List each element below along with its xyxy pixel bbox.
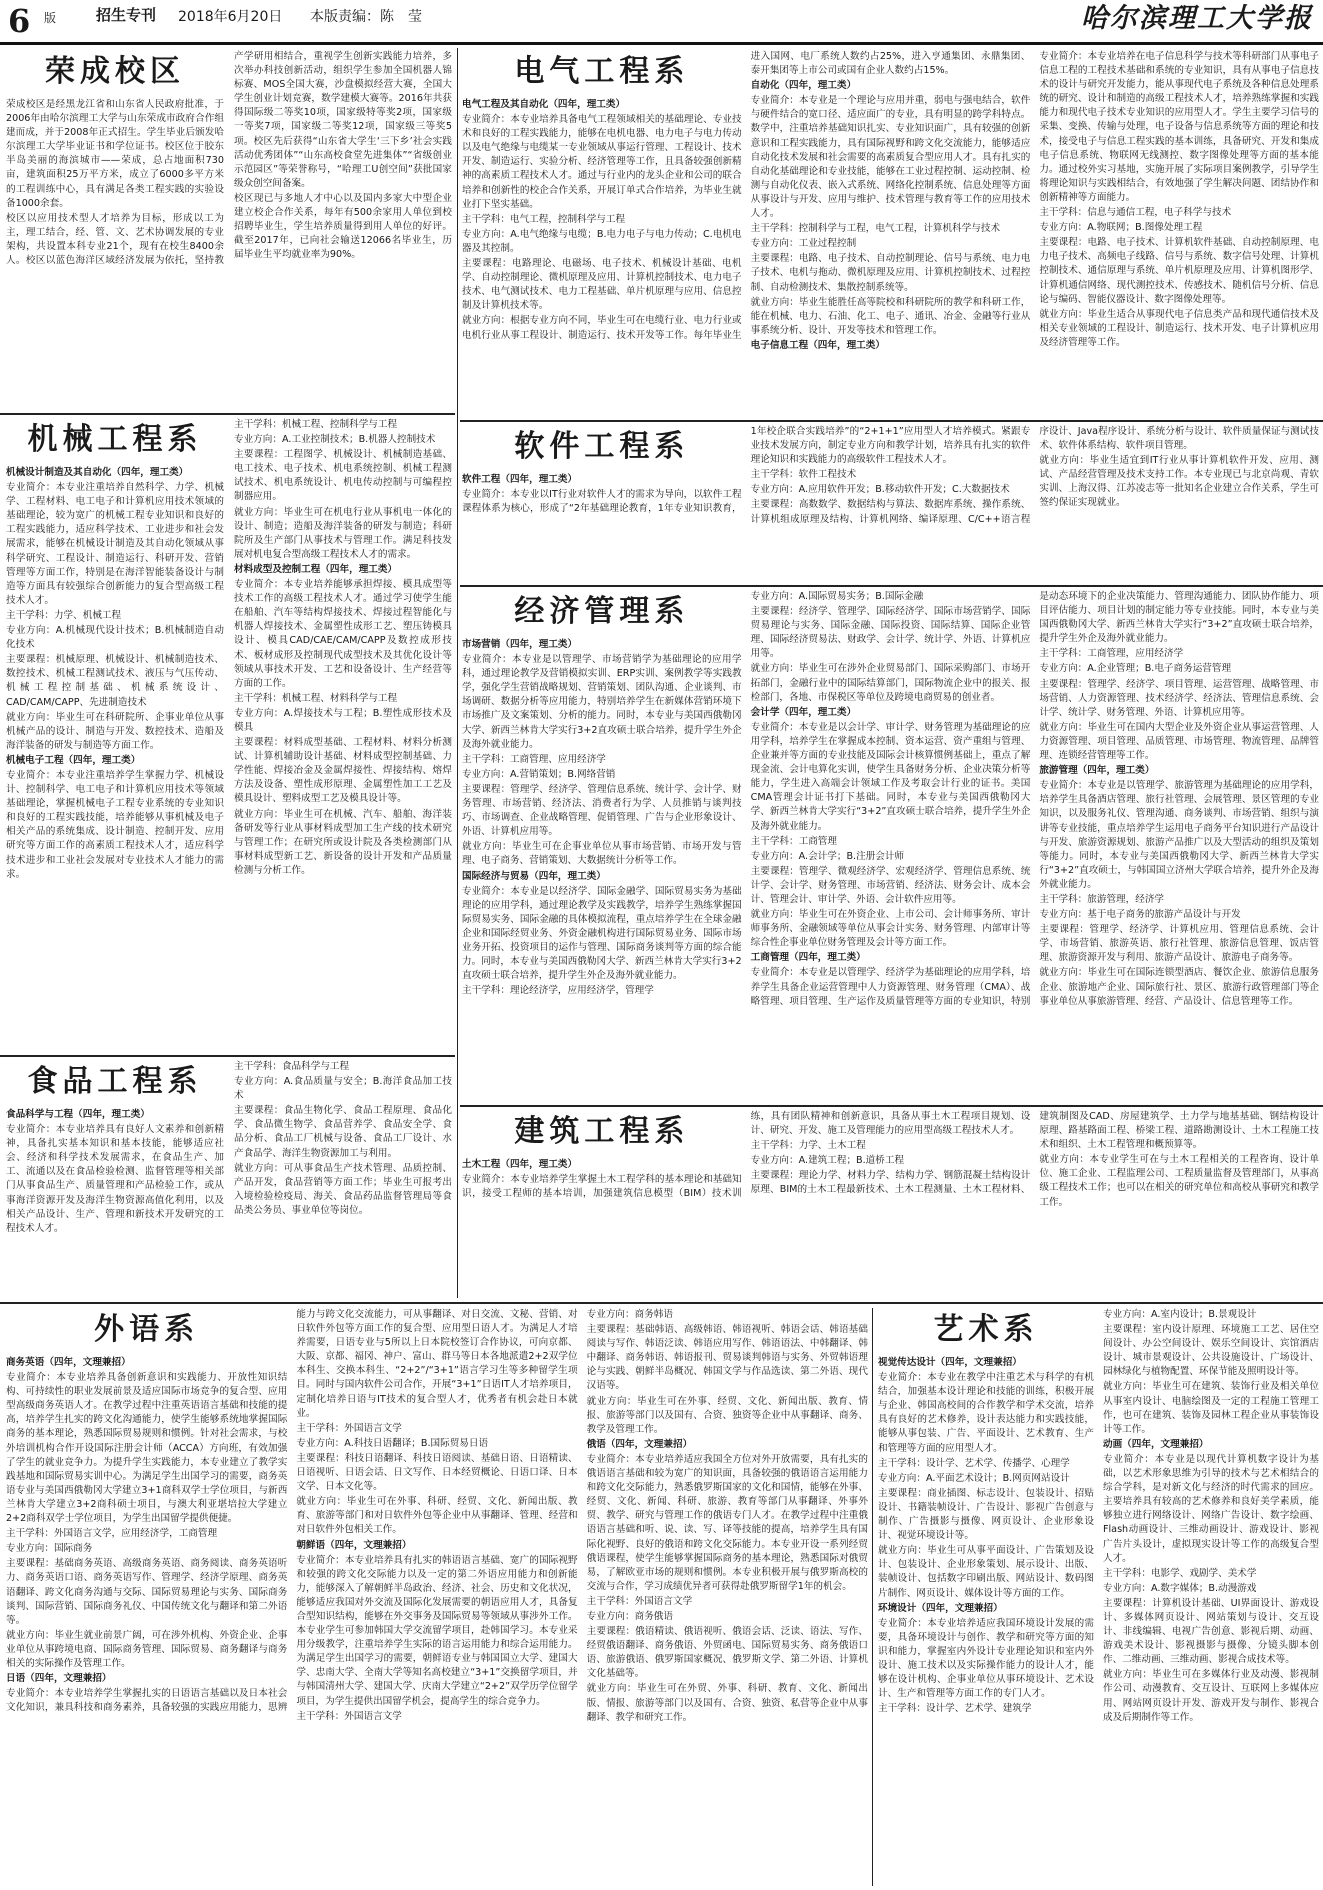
program-heading: 朝鲜语（四年，文理兼招） bbox=[296, 1539, 412, 1551]
program-heading: 动画（四年，文理兼招） bbox=[1103, 1438, 1209, 1450]
paragraph: 主干学科：食品科学与工程 bbox=[234, 1061, 350, 1072]
issue-date: 2018年6月20日 bbox=[178, 9, 283, 25]
paragraph: 专业方向：国际商务 bbox=[6, 1543, 93, 1555]
section-jingji bbox=[462, 590, 1319, 1102]
program-heading: 市场营销（四年，理工类） bbox=[462, 639, 578, 650]
paragraph: 就业方向：毕业生可在企事业单位从事市场营销、市场开发与管理、电子商务、营销策划、大数据统计分析等工作。 bbox=[462, 841, 742, 867]
section-title: 软件工程系 bbox=[514, 429, 690, 464]
paragraph: 主干学科：软件工程技术 bbox=[750, 469, 857, 481]
column-rule bbox=[872, 1308, 873, 1886]
paragraph: 就业方向：可从事食品生产技术管理、品质控制、产品开发，食品营销等方面工作；毕业生可报考出入境检验检疫局、海关、食品药品监督管理局等食品类公务员、事业单位等岗位。 bbox=[234, 1162, 452, 1216]
program-heading: 旅游管理（四年，理工类） bbox=[1039, 765, 1155, 777]
paragraph: 主干学科：外国语言文学 bbox=[296, 1422, 402, 1434]
program-heading: 国际经济与贸易（四年，理工类） bbox=[462, 870, 606, 882]
paragraph: 专业简介：本专业注重培养自然科学、力学、机械学、工程材料、电工电子和计算机应用技术领域的基础理论，较为宽广的机械工程专业知识和良好的工程实践能力，适应科学技术、工业进步和社会发展需求，能够在机械设计制造及其自动化领域从事科学研究、工程设计、制造运行、科研开发、营销管理等方面工作，特别是在海洋智能装备设计与制造等方面具有较强综合创新能力的复合型高级工程技术人才。 bbox=[6, 482, 224, 606]
paragraph: 主要课程：工程图学、机械设计、机械制造基础、电工技术、电子技术、机电系统控制、机械工程测试技术、机电系统设计、机电传动控制与可编程控制器应用。 bbox=[234, 449, 452, 503]
paragraph: 专业简介：本专业培养具备创新意识和实践能力、开放性知识结构、可持续性的职业发展前景及适应国际市场竞争的复合型、应用型高级商务英语人才。在教学过程中注重英语语言基础和技能的提高，培养学生扎实的跨文化沟通能力，使学生能够系统地掌握国际商务的基本理论，熟悉国际贸易规则和惯例。针对社会需求，与校外培训机构合作开设国际注册会计师（ACCA）方向班，有效加强了学生的就业竞争力。为提升学生实践能力，本专业建立了教学实践基地和国际贸易实训中心。为满足学生出国学习的需要，商务英语专业与美国西俄勒冈大学建立3+1商科双学士学位项目，与新西兰林肯大学建立3+2商科硕士项目，与澳大利亚堪培拉大学建立2+2商科双学士学位项目，为学生出国留学提供便捷。 bbox=[6, 1372, 288, 1525]
section-jianzhu bbox=[462, 1110, 1319, 1298]
paragraph: 主要课程：基础韩语、高级韩语、韩语视听、韩语会话、韩语基础阅读与写作、韩语泛读、韩语应用写作、韩语语法、中韩翻译、韩中翻译、商务韩语、韩语报刊、贸易谈判韩语与实务、外贸韩语理论与实践、朝鲜半岛概况、韩国文学与作品选读、第二外语、现代汉语等。 bbox=[586, 1324, 868, 1392]
paragraph: 专业简介：本专业是以管理学、市场营销学为基础理论的应用学科，通过理论教学及营销模拟实训、ERP实训、案例教学等实践教学，强化学生营销战略规划、营销策划、团队沟通、企业谈判、市场调研、数据分析等应用能力，特别培养学生在新媒体营销环境下市场推广及文案策划、分析的能力。同时，本专业与美国西俄勒冈大学、新西兰林肯大学实行3+2直攻硕士联合培养，提升学生外企及海外就业能力。 bbox=[462, 654, 742, 750]
paragraph: 就业方向：毕业生可在外事、经贸、文化、新闻出版、教育、情报、旅游等部门以及国有、合资、独资等企业中从事翻译、商务、教学及管理工作。 bbox=[586, 1395, 868, 1435]
paragraph: 专业简介：本专业注重培养学生掌握力学、机械设计、控制科学、电工电子和计算机应用技术等领域基础理论，掌握机械电子工程专业系统的专业知识和良好的工程实践技能，培养能够从事机械及电子相关产品的系统集成、设计制造、控制开发、应用研究等方面工作的高素质工程技术人才，适应科学技术进步和工业社会发展对专业技术人才能力的需求。 bbox=[6, 769, 224, 880]
paragraph: 主干学科：控制科学与工程，电气工程，计算机科学与技术 bbox=[750, 223, 1001, 235]
paragraph: 就业方向：毕业生可在建筑、装饰行业及相关单位从事室内设计、电脑绘图及一定的工程施工管理工作，也可在建筑、装饰及园林工程企业从事装饰设计等工作。 bbox=[1103, 1381, 1319, 1435]
paragraph: 主要课程：管理学、经济学、计算机应用、管理信息系统、会计学、市场营销、旅游英语、旅行社管理、旅游信息管理、饭店管理、旅游资源开发与利用、旅游产品设计、旅游电子商务等。 bbox=[1039, 924, 1319, 964]
paragraph: 专业简介：本专业在教学中注重艺术与科学的有机结合，加强基本设计理论和技能的训练，积极开展与企业、韩国高校间的合作教学和学术交流，培养具有良好的艺术修养，设计表达能力和实践技能，能够从事包装、广告、平面设计、艺术教育、生产和管理等方面的应用型人才。 bbox=[878, 1372, 1094, 1454]
paragraph: 专业方向：A.机械现代设计技术；B.机械制造自动化技术 bbox=[6, 625, 224, 651]
paragraph: 专业方向：A.企业管理；B.电子商务运营管理 bbox=[1039, 663, 1232, 675]
paragraph: 主干学科：机械工程、材料科学与工程 bbox=[234, 692, 398, 704]
paragraph: 主干学科：旅游管理，经济学 bbox=[1039, 893, 1165, 905]
section-title: 电气工程系 bbox=[514, 54, 690, 89]
program-heading: 环境设计（四年，文理兼招） bbox=[878, 1602, 1003, 1614]
paragraph: 主干学科：外国语言文学 bbox=[296, 1710, 402, 1722]
paragraph: 专业方向：基于电子商务的旅游产品设计与开发 bbox=[1039, 909, 1241, 921]
paragraph: 主干学科：理论经济学，应用经济学，管理学 bbox=[462, 985, 654, 997]
paragraph: 专业方向：A.应用软件开发；B.移动软件开发；C.大数据技术 bbox=[750, 484, 1010, 496]
paragraph: 就业方向：毕业生能胜任高等院校和科研院所的教学和科研工作，能在机械、电力、石油、化工、电子、通讯、冶金、金融等行业从事系统分析、设计、开发等技术和管理工作。 bbox=[750, 296, 1031, 336]
section-dianqi bbox=[462, 50, 1319, 417]
section-yishu bbox=[878, 1308, 1319, 1886]
paragraph: 专业简介：本专业培养在电子信息科学与技术等科研部门从事电子信息工程的工程技术基础和系统的专业知识，具有从事电子信息技术的设计与研究开发能力，能从事现代电子系统及各种信息处理系统的研究、设计和制造的高级工程技术人才，培养熟练掌握和实践能力和现代电子技术专业知识的应用型人才。学生主要学习信号的采集、变换、传输与处理，电子设备与信息系统等方面的理论和技术，接受电子与信息工程实践的基本训练，具备研究、开发和集成电子信息系统、物联网无线测控、数字图像处理等方面的基本能力。通过校外实习基地，实施开展了实际项目案例教学，引导学生将理论知识与实践相结合，有效地强了学生解决问题、团结协作和创新精神等方面能力。 bbox=[1039, 51, 1319, 203]
paragraph: 主要课程：电路、电子技术、计算机软件基础、自动控制原理、电力电子技术、高频电子线路、信号与系统、数字信号处理、计算机控制技术、通信原理与系统、单片机原理及应用、计算机图形学、计算机通信网络、现代测控技术、传感技术、随机信号分析、信息论与编码、智能仪器设计、数字图像处理等。 bbox=[1039, 237, 1319, 305]
section-jixie bbox=[6, 418, 452, 1053]
program-heading: 商务英语（四年，文理兼招） bbox=[6, 1357, 131, 1368]
paragraph: 就业方向：毕业生可在外贸、外事、科研、教育、文化、新闻出版、情报、旅游等部门以及国有、合资、独资、私营等企业中从事翻译、教学和研究工作。 bbox=[586, 1683, 868, 1723]
paragraph: 主要课程：机械原理、机械设计、机械制造技术、数控技术、机械工程测试技术、液压与气压传动、机械工程控制基础、机械系统设计、CAD/CAM/CAPP、先进制造技术 bbox=[6, 654, 224, 708]
section-title: 经济管理系 bbox=[514, 594, 690, 629]
paragraph: 专业简介：本专业是以现代计算机数字设计为基础，以艺术形象思维为引导的技术与艺术相结合的综合学科，是对新文化与经济的时代需求的回应。主要培养具有较高的艺术修养和良好美学素质，能够独立进行网络设计、网络广告设计、数字绘画、Flash动画设计、三维动画设计、游戏设计、影视广告片头设计，虚拟现实设计等工作的高级复合型人才。 bbox=[1103, 1453, 1319, 1564]
section-title: 荣成校区 bbox=[45, 54, 185, 89]
paragraph: 就业方向：毕业生适宜到IT行业从事计算机软件开发、应用、测试、产品经营管理及技术支持工作。本专业现已与北京尚观、青软实训、上海汉得、江苏凌志等一批知名企业建立合作关系，学生可签约保证实现就业。 bbox=[1039, 455, 1319, 509]
page-banner: 版 bbox=[44, 11, 58, 25]
paragraph: 主要课程：材料成型基础、工程材料、材料分析测试、计算机辅助设计基础、材料成型控制基础、力学性能、焊接冶金及金属焊接性、焊接结构、熔焊方法及设备、塑性成形原理、金属塑性加工工艺及模具设计、塑料成型工艺及模具设计等。 bbox=[234, 737, 452, 805]
section-title: 外语系 bbox=[94, 1312, 200, 1347]
program-heading: 俄语（四年，文理兼招） bbox=[586, 1438, 693, 1450]
paragraph: 专业方向：A.数字媒体；B.动漫游戏 bbox=[1103, 1582, 1257, 1594]
paragraph: 专业简介：本专业培养具有良好人文素养和创新精神，具备扎实基本知识和基本技能，能够适应社会、经济和科学技术发展需求，在食品生产、加工、流通以及在食品检验检测、监督管理等相关部门从事食品生产、质量管理和产品检验工作，或从事海洋资源开发及海洋生物资源高值化利用，以及相关产品设计、生产、管理和新技术开发研究的工程技术人才。 bbox=[6, 1124, 224, 1234]
paragraph: 主要课程：基础商务英语、高级商务英语、商务阅读、商务英语听力、商务英语口语、商务英语写作、管理学、经济学原理、商务英语翻译、跨文化商务沟通与交际、国际贸易理论与实务、国际商务谈判、国际营销、国际商务礼仪、中国传统文化与翻译和第二外语等。 bbox=[6, 1558, 288, 1626]
paragraph: 就业方向：毕业生可在科研院所、企事业单位从事机械产品的设计、制造与开发、数控技术、造船及海洋装备的研发与制造等方面工作。 bbox=[6, 711, 224, 751]
paragraph: 专业简介：本专业培养具备电气工程领域相关的基础理论、专业技术和良好的工程实践能力，能够在电机电器、电力电子与电力传动以及电气绝缘与电缆某一专业领域从事运行管理、工程设计、技术开发、制造运行、实验分析、经济管理等工作，且具备较强创新精神的高素质工程技术人才。通过与行业内的龙头企业和公司的联合培养和创新性的校企合作关系，开展订单式合作培养，为毕业生就业打下坚实基础。 bbox=[462, 114, 742, 210]
program-heading: 日语（四年，文理兼招） bbox=[6, 1673, 112, 1685]
paragraph: 专业简介：本专业培养能够承担焊接、模具成型等技术工作的高级工程技术人才。通过学习使学生能在船舶、汽车等结构焊接技术、焊接过程智能化与机器人焊接技术、金属塑性成形工艺、塑压铸模具设计、模具CAD/CAE/CAM/CAPP及数控成形技术、板材成形及控制现代成型技术及其优化设计等领域从事技术开发、工艺和设备设计、生产经营等方面的工作。 bbox=[234, 579, 452, 689]
paragraph: 专业方向：工业过程控制 bbox=[750, 238, 857, 250]
divider bbox=[460, 1105, 1323, 1107]
paragraph: 主干学科：外国语言文学 bbox=[586, 1595, 693, 1607]
paragraph: 专业方向：A.食品质量与安全；B.海洋食品加工技术 bbox=[234, 1076, 452, 1102]
program-heading: 视觉传达设计（四年，文理兼招） bbox=[878, 1357, 1022, 1368]
program-heading: 土木工程（四年，理工类） bbox=[462, 1159, 578, 1170]
paragraph: 专业简介：本专业是一个理论与应用并重，弱电与强电结合，软件与硬件结合的宽口径、适应面广的专业，具有明显的跨学科特点。数学中，注重培养基础知识扎实、专业知识面广，具有较强的创新意识和工程实践能力，具有国际视野和跨文化交流能力，能够适应自动化技术发展和社会需要的高素质复合型应用人才。具有扎实的自动化基础理论和专业技能，能够在工业过程控制、运动控制、检测与自动化仪表、嵌入式系统、网络化控制系统、信息处理等方面从事设计与开发、应用与维护、技术管理与教育等工作的应用技术人才。 bbox=[750, 95, 1031, 220]
paragraph: 主要课程：管理学、微观经济学、宏观经济学、管理信息系统、统计学、会计学、财务管理、市场营销、经济法、财务会计、成本会计、管理会计、审计学、外语、会计软件应用等。 bbox=[750, 865, 1031, 905]
paragraph: 专业方向：商务俄语 bbox=[586, 1610, 673, 1622]
program-heading: 自动化（四年，理工类） bbox=[750, 80, 857, 92]
masthead: 哈尔滨理工大学报 bbox=[1081, 3, 1313, 34]
paragraph: 专业方向：A.室内设计；B.景观设计 bbox=[1103, 1309, 1257, 1320]
section-rongcheng bbox=[6, 50, 452, 410]
program-heading: 会计学（四年，理工类） bbox=[750, 706, 857, 718]
paragraph: 主要课程：食品生物化学、食品工程原理、食品化学、食品微生物学、食品营养学、食品安全学、食品分析、食品工厂机械与设备、食品工厂设计、水产食品学、海洋生物资源加工与利用。 bbox=[234, 1105, 452, 1159]
paragraph: 专业简介：本专业培养学生掌握扎实的日语语言基础以及日本社会文化知识，兼具科技和商务素养，具备较强的实践应用能力，思辨能力与跨文化交流能力，可从事翻译、对日交流、文秘、营销、对日软件外包等方面工作的复合型、应用型日语人才。为满足人才培养需要，日语专业与5所以上日本院校签订合作协议，可向京都、大阪、京都、福冈、神户、富山、群马等日本各地派遣2+2双学位本科生、交换本科生、“2+2”/“3+1”语言学习生等多种留学生项目。同时与国内软件公司合作，开展“3+1”日语IT人才培养项目，定制化培养日语与IT技术的复合型人才，优秀者有机会赴日本就业。 bbox=[6, 1309, 578, 1714]
paragraph: 专业简介：本专业培养学生掌握土木工程学科的基本理论和基础知识，接受工程师的基本培训，加强建筑信息模型（BIM）技术训练，具有团队精神和创新意识，具备从事土木工程项目规划、设计、研究、开发、施工及管理能力的应用型高级工程技术人才。 bbox=[462, 1111, 1031, 1200]
paragraph: 主干学科：电影学、戏剧学、美术学 bbox=[1103, 1567, 1257, 1579]
paragraph: 就业方向：根据专业方向不同，毕业生可在电缆行业、电力行业或电机行业从事工程设计、制造运行、技术开发等工作。每年毕业生进入国网、电厂系统人数约占25%，进入亨通集团、永鼎集团、泰开集团等上市公司或国有企业人数约占15%。 bbox=[462, 51, 1031, 341]
paragraph: 专业简介：本专业培养适应我国环境设计发展的需要，具备环境设计与创作、教学和研究等方面的知识和能力，掌握室内外设计专业理论知识和室内外设计、施工技术以及实际操作能力的设计人才，能够在设计机构、企事业单位从事环境设计、艺术设计、生产和管理等方面工作的专门人才。 bbox=[878, 1617, 1094, 1700]
divider bbox=[460, 420, 1323, 422]
paragraph: 就业方向：毕业生可在外资企业、上市公司、会计师事务所、审计师事务所、金融领域等单位从事会计实务、财务管理、内部审计等综合性企事业单位财务管理及会计等方面工作。 bbox=[750, 909, 1031, 949]
paragraph: 主干学科：力学、机械工程 bbox=[6, 609, 122, 621]
paragraph: 主干学科：工商管理、应用经济学 bbox=[462, 753, 606, 765]
paragraph: 专业方向：A.营销策划；B.网络营销 bbox=[462, 768, 616, 780]
section-shipin bbox=[6, 1060, 452, 1298]
program-heading: 软件工程（四年，理工类） bbox=[462, 474, 578, 485]
paragraph: 专业简介：本专业是以管理学、旅游管理为基础理论的应用学科，培养学生具备酒店管理、旅行社管理、会展管理、景区管理的专业知识，以及服务礼仪、管理沟通、商务谈判、市场营销、组织与演讲等专业技能，重点培养学生运用电子商务平台知识进行产品设计与开发、旅游资源规划、旅游产品推广以及大型活动的组织及策划等能力。同时，本专业与美国西俄勒冈大学、新西兰林肯大学实行“3+2”直攻硕士，与韩国国立济州大学联合培养，提升外企及海外就业能力。 bbox=[1039, 780, 1319, 890]
program-heading: 机械电子工程（四年，理工类） bbox=[6, 754, 141, 766]
paragraph: 专业方向：A.平面艺术设计；B.网页网站设计 bbox=[878, 1472, 1070, 1484]
paragraph: 主要课程：管理学、经济学、管理信息系统、统计学、会计学、财务管理、市场营销、经济法、消费者行为学、人员推销与谈判技巧、市场调查、企业战略管理、促销管理、广告与企业形象设计、外语、计算机应用等。 bbox=[462, 783, 742, 838]
paragraph: 主要课程：科技日语翻译、科技日语阅读、基础日语、日语精读、日语视听、日语会话、日文写作、日本经贸概论、日语口译、日本文学、日本文化等。 bbox=[296, 1452, 578, 1493]
section-title: 机械工程系 bbox=[27, 422, 203, 457]
paragraph: 专业简介：本专业是以会计学、审计学、财务管理为基础理论的应用学科，培养学生在掌握成本控制、资本运营、资产重组与管理、企业兼并等方面的专业技能及国际会计核算惯例基础上，重点了解现金流、会计电算化实训，使学生具备财务分析、企业决策分析等能力，学生进入高端会计领域工作及考取会计行业的证书。美国CMA管理会计证书打下基础。同时，本专业与美国西俄勒冈大学、新西兰林肯大学实行“3+2”直攻硕士联合培养，提升学生外企及海外就业能力。 bbox=[750, 721, 1031, 832]
paragraph: 就业方向：毕业生可在国内大型企业及外资企业从事运营管理、人力资源管理、项目管理、品质管理、市场管理、物流管理、品牌管理、连锁经营管理等工作。 bbox=[1039, 721, 1319, 762]
issue-tag: 招生专刊 bbox=[96, 6, 157, 24]
paragraph: 专业方向：A.物联网；B.图像处理工程 bbox=[1039, 222, 1203, 234]
paragraph: 主要课程：管理学、经济学、项目管理、运营管理、战略管理、市场营销、人力资源管理、技术经济学、经济法、管理信息系统、会计学、统计学、财务管理、外语、计算机应用等。 bbox=[1039, 678, 1319, 718]
paragraph: 主干学科：设计学、艺术学、传播学、心理学 bbox=[878, 1457, 1070, 1469]
divider bbox=[0, 1055, 455, 1057]
paragraph: 就业方向：毕业生适合从事现代电子信息类产品和现代通信技术及相关专业领域的工程设计、制造运行、技术开发、电子计算机应用及经济管理等工作。 bbox=[1039, 308, 1319, 348]
program-heading: 电子信息工程（四年，理工类） bbox=[750, 339, 885, 351]
paragraph: 主干学科：外国语言文学，应用经济学，工商管理 bbox=[6, 1528, 218, 1540]
paragraph: 主要课程：理论力学、材料力学、结构力学、钢筋混凝土结构设计原理、BIM的土木工程最新技术、土木工程测量、土木工程材料、建筑制图及CAD、房屋建筑学、土力学与地基基础、钢结构设计原理、路基路面工程、桥梁工程、道路勘测设计、土木工程施工技术和组织、土木工程管理和概预算等。 bbox=[750, 1111, 1319, 1196]
page-number: 6 bbox=[8, 2, 31, 40]
paragraph: 就业方向：毕业生可在涉外企业贸易部门、国际采购部门、市场开拓部门，金融行业中的国际结算部门，国际物流企业中的报关、报检部门，各地、市保税区等单位及跨境电商贸易的创业者。 bbox=[750, 663, 1031, 703]
paragraph: 专业简介：本专业是以管理学、经济学为基础理论的应用学科，培养学生具备企业运营管理中人力资源管理、财务管理（CMA）、战略管理、项目管理、生产运作及质量管理等方面的专业知识，特别是动态环境下的企业决策能力、管理沟通能力、团队协作能力、项目评估能力、项目计划的制定能力等专业技能。同时，本专业与美国西俄勒冈大学、新西兰林肯大学实行“3+2”直攻硕士联合培养，提升学生外企及海外就业能力。 bbox=[750, 591, 1319, 1007]
paragraph: 就业方向：毕业生可从事平面设计、广告策划及设计、包装设计、企业形象策划、展示设计、出版、装帧设计、包括数字印刷出版、网站设计、数码图片制作、网页设计、媒体设计等方面的工作。 bbox=[878, 1545, 1094, 1599]
paragraph: 主要课程：电路理论、电磁场、电子技术、机械设计基础、电机学、自动控制理论、微机原理及应用、计算机控制技术、电力电子技术、电气测试技术、电力工程基础、单片机原理与应用、信息控制及计算机技术等。 bbox=[462, 258, 742, 312]
paragraph: 主干学科：信息与通信工程，电子科学与技术 bbox=[1039, 207, 1232, 219]
paragraph: 主要课程：经济学、管理学、国际经济学、国际市场营销学、国际贸易理论与实务、国际金融、国际投资、国际结算、国际企业管理、国际经济贸易法、财政学、会计学、统计学、外语、计算机应用等。 bbox=[750, 606, 1031, 660]
paragraph: 荣成校区是经黑龙江省和山东省人民政府批准，于2006年由哈尔滨理工大学与山东荣成市政府合作组建而成，并于2008年正式招生。学生毕业后颁发哈尔滨理工大学毕业证书和学位证书。校区位于胶东半岛美丽的海滨城市——荣成，总占地面积730亩，建筑面积25万平方米，成立了6000多平方米的工程训练中心，具有满足各类工程实践的实验设备1000余套。 bbox=[6, 99, 224, 209]
divider bbox=[0, 413, 455, 415]
paragraph: 专业方向：A.工业控制技术；B.机器人控制技术 bbox=[234, 434, 436, 446]
paragraph: 专业方向：商务韩语 bbox=[586, 1309, 673, 1320]
paragraph: 校区现已与多地人才中心以及国内多家大中型企业建立校企合作关系，每年有500余家用人单位到校招聘毕业生，学生培养质量得到用人单位的好评。截至2017年，已向社会输送12066名毕业生，历届毕业生平均就业率为90%。 bbox=[234, 192, 452, 261]
paragraph: 专业方向：A.建筑工程；B.道桥工程 bbox=[750, 1155, 905, 1167]
paragraph: 就业方向：毕业生就业前景广阔，可在涉外机构、外资企业、企事业单位从事跨境电商、国际商务管理、国际贸易、商务翻译与商务相关的实际操作及管理工作。 bbox=[6, 1629, 288, 1669]
program-heading: 电气工程及其自动化（四年，理工类） bbox=[462, 99, 626, 110]
header-rule bbox=[0, 42, 1323, 45]
section-ruanjian bbox=[462, 425, 1319, 582]
paragraph: 主干学科：电气工程，控制科学与工程 bbox=[462, 213, 626, 225]
paragraph: 主干学科：设计学、艺术学、建筑学 bbox=[878, 1703, 1032, 1715]
paragraph: 专业简介：本专业培养具有扎实的韩语语言基础、宽广的国际视野和较强的跨文化交际能力以及一定的第二外语应用能力和创新能力，能够深入了解朝鲜半岛政治、经济、社会、历史和文化状况，能够适应我国对外交流及国际化发展需要的朝语应用人才，具备复合型知识结构，能够在外交事务及国际贸易等领域从事涉外工作。本专业学生可参加韩国大学交流留学项目，赴韩国学习。本专业采用分级教学，注重培养学生实际的语言运用能力和综合运用能力。为满足学生出国学习的需要，朝鲜语专业与韩国国立大学、建国大学、忠南大学、全南大学等知名高校建立“3+1”交换留学项目，并与韩国清州大学、建国大学、庆南大学建立“2+2”双学历学位留学项目，为学生提供出国留学机会，提高学生的综合竞争力。 bbox=[296, 1554, 578, 1707]
editor-credit: 本版责编：陈 莹 bbox=[310, 9, 422, 25]
paragraph: 主要课程：计算机设计基础、UI界面设计、游戏设计、多媒体网页设计、网站策划与设计、交互设计、非线编辑、电视广告创意、影视后期、动画、游戏美术设计、影视摄影与摄像、分镜头脚本创作、二维动画、三维动画、影视合成技术等。 bbox=[1103, 1597, 1319, 1666]
paragraph: 主要课程：室内设计原理、环境施工工艺、居住空间设计、办公空间设计、娱乐空间设计、宾馆酒店设计、城市景观设计、公共设施设计、广场设计、园林绿化与植物配置、环保节能及照明设计等。 bbox=[1103, 1324, 1319, 1378]
divider bbox=[460, 585, 1323, 587]
paragraph: 主要课程：电路、电子技术、自动控制理论、信号与系统、电力电子技术、电机与拖动、微机原理及应用、计算机控制技术、过程控制、自动检测技术、集散控制系统等。 bbox=[750, 253, 1031, 293]
paragraph: 主干学科：工商管理，应用经济学 bbox=[1039, 648, 1184, 660]
section-title: 建筑工程系 bbox=[514, 1114, 690, 1149]
paragraph: 专业简介：本专业以IT行业对软件人才的需求为导向，以软件工程课程体系为核心，形成了“2年基础理论教育，1年专业知识教育，1年校企联合实践培养”的“2+1+1”应用型人才培养模式。紧跟专业技术发展方向，制定专业方向和教学计划，培养具有扎实的软件理论知识和实践能力的高级软件工程技术人才。 bbox=[462, 426, 1031, 515]
section-title: 艺术系 bbox=[933, 1312, 1039, 1347]
paragraph: 校区以应用技术型人才培养为目标，形成以工为主，理工结合，经、管、文、艺术协调发展的专业架构，共设置本科专业21个，现有在校生8400余人。校区以蓝色海洋区域经济发展为依托，坚持教产学研用相结合，重视学生创新实践能力培养，多次举办科技创新活动，组织学生参加全国机器人锦标赛、MOS全国大赛，沙盘模拟经营大赛，全国大学生创业计划竞赛，数学建模大赛等。2016年共获得国际级二等奖10项，国家级特等奖2项，国家级一等奖7项，国家级二等奖12项，国家级三等奖5项。校区先后获得“山东省大学生‘三下乡’社会实践活动优秀团体”“山东高校食堂先进集体”“省级创业示范园区”等荣誉称号，“哈理工U创空间”获批国家级众创空间备案。 bbox=[6, 51, 452, 267]
paragraph: 专业简介：本专业是以经济学、国际金融学、国际贸易实务为基础理论的应用学科，通过理论教学及实践教学，培养学生熟练掌握国际贸易实务、国际金融的具体模拟流程，重点培养学生在全球金融企业和国际经贸业务、外资金融机构进行国际贸易业务、国际市场业务开拓、投资项目的运作与管理、国际商务谈判等方面的综合能力。同时，本专业与美国西俄勒冈大学、新西兰林肯大学实行3+2直攻硕士联合培养，提升学生外企及海外就业能力。 bbox=[462, 885, 742, 982]
program-heading: 工商管理（四年，理工类） bbox=[750, 952, 866, 964]
section-waiyu bbox=[6, 1308, 868, 1886]
paragraph: 就业方向：毕业生可在机械、汽车、船舶、海洋装备研发等行业从事材料成型加工生产线的技术研究与管理工作；在研究所或设计院及各类检测部门从事材料成型新工艺、新设备的设计开发和产品质量检测与分析工作。 bbox=[234, 808, 452, 876]
paragraph: 主要课程：高数数学、数据结构与算法、数据库系统、操作系统、计算机组成原理及结构、计算机网络、编译原理、C/C++语言程序设计、Java程序设计、系统分析与设计、软件质量保证与测试技术、软件体系结构、软件项目管理。 bbox=[750, 426, 1319, 525]
paragraph: 专业方向：A.会计学；B.注册会计师 bbox=[750, 850, 905, 862]
paragraph: 主干学科：机械工程、控制科学与工程 bbox=[234, 419, 398, 430]
program-heading: 材料成型及控制工程（四年，理工类） bbox=[234, 563, 398, 575]
paragraph: 主干学科：工商管理 bbox=[750, 835, 837, 847]
paragraph: 就业方向：毕业生可在多媒体行业及动漫、影视制作公司、动漫教育、交互设计、互联网上多媒体应用、网站网页设计开发、游戏开发与制作、影视合成及后期制作等工作。 bbox=[1103, 1669, 1319, 1723]
paragraph: 就业方向：本专业学生可在与土木工程相关的工程咨询、设计单位、施工企业、工程监理公司、工程质量监督及管理部门，从事高级工程技术工作；也可以在相关的研究单位和高校从事研究和教学工作。 bbox=[1039, 1154, 1319, 1208]
paragraph: 专业方向：A.科技日语翻译；B.国际贸易日语 bbox=[296, 1437, 489, 1449]
paragraph: 专业简介：本专业培养适应我国全方位对外开放需要，具有扎实的俄语语言基础和较为宽广的知识面，具备较强的俄语语言运用能力和跨文化交际能力，熟悉俄罗斯国家的文化和国情，能够在外事、经贸、文化、新闻、科研、旅游、教育等部门从事翻译、外事外贸、教学、研究与管理工作的俄语专门人才。在教学过程中注重俄语语言基础和听、说、读、写、译等技能的提高，培养学生具有国际化视野、良好的俄语和跨文化交际能力。本专业开设一系列经贸俄语课程，使学生能够掌握国际商务的基本理论，熟悉国际对俄贸易，了解欧亚市场的规则和惯例。本专业积极开展与俄罗斯高校的交流与合作，学习成绩优异者可获得赴俄罗斯留学1年的机会。 bbox=[586, 1453, 868, 1592]
program-heading: 食品科学与工程（四年，理工类） bbox=[6, 1109, 150, 1120]
paragraph: 就业方向：毕业生可在机电行业从事机电一体化的设计、制造；造船及海洋装备的研发与制造；科研院所及生产部门从事技术与管理工作。满足科技发展对机电复合型高级工程技术人才的需求。 bbox=[234, 506, 452, 560]
paragraph: 专业方向：A.国际贸易实务；B.国际金融 bbox=[750, 591, 924, 602]
paragraph: 专业方向：A.焊接技术与工程；B.塑性成形技术及模具 bbox=[234, 707, 452, 733]
page-header bbox=[0, 0, 1323, 44]
paragraph: 就业方向：毕业生可在国际连锁型酒店、餐饮企业、旅游信息服务企业、旅游地产企业、国际旅行社、景区、旅游行政管理部门等企事业单位从事旅游管理、经营、产品设计、信息管理等工作。 bbox=[1039, 967, 1319, 1007]
paragraph: 专业方向：A.电气绝缘与电缆；B.电力电子与电力传动；C.电机电器及其控制。 bbox=[462, 228, 742, 254]
paragraph: 主要课程：商业插图、标志设计、包装设计、招贴设计、书籍装帧设计、广告设计、影视广告创意与制作、广告摄影与摄像、网页设计、企业形象设计、视觉环境设计等。 bbox=[878, 1487, 1094, 1542]
section-title: 食品工程系 bbox=[27, 1064, 203, 1099]
paragraph: 主要课程：俄语精读、俄语视听、俄语会话、泛读、语法、写作、经贸俄语翻译、商务俄语、外贸函电、国际贸易实务、商务俄语口语、旅游俄语、俄罗斯国家概况、俄罗斯文学、第二外语、计算机文化基础等。 bbox=[586, 1626, 868, 1680]
program-heading: 机械设计制造及其自动化（四年，理工类） bbox=[6, 467, 189, 478]
column-rule bbox=[457, 48, 458, 1298]
paragraph: 就业方向：毕业生可在外事、科研、经贸、文化、新闻出版、教育、旅游等部门和对日软件外包等企业中从事翻译、管理、经营和对日软件外包相关工作。 bbox=[296, 1496, 578, 1536]
divider bbox=[0, 1302, 1323, 1304]
paragraph: 主干学科：力学、土木工程 bbox=[750, 1140, 866, 1152]
